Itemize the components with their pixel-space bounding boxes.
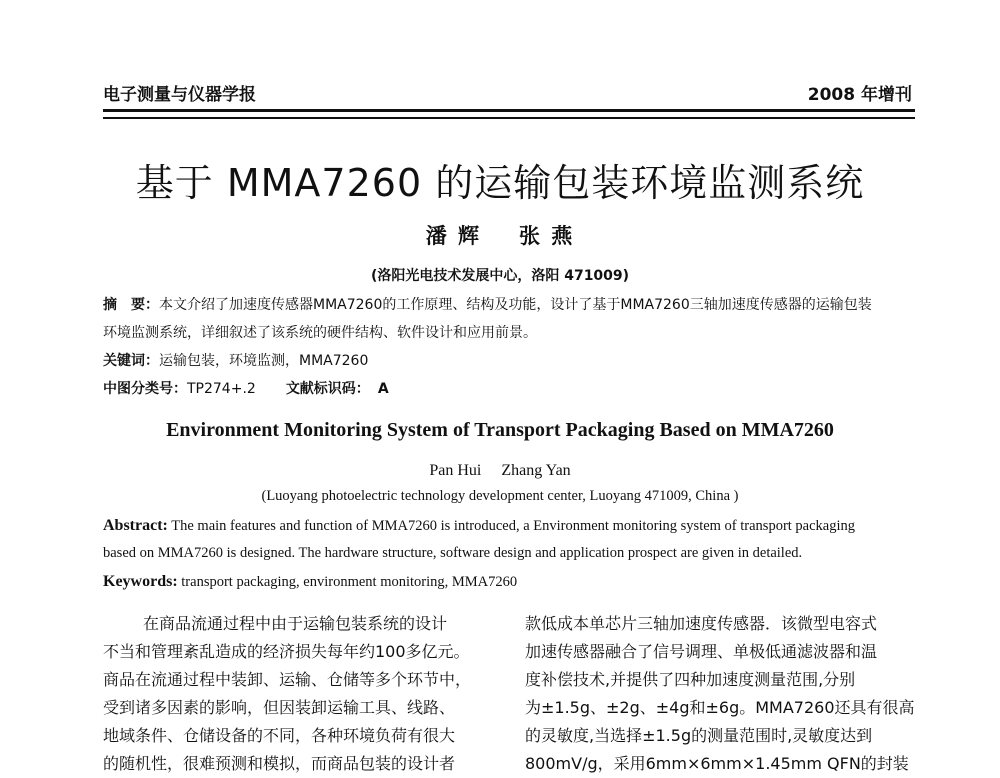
body-right-line: 加速传感器融合了信号调理、单极低通滤波器和温 bbox=[525, 642, 878, 661]
keywords-en-text: transport packaging, environment monitoring, MMA7260 bbox=[181, 574, 518, 590]
keywords-cn-label: 关键词： bbox=[103, 353, 159, 369]
body-column-left bbox=[103, 610, 497, 778]
clc-label: 中图分类号： bbox=[103, 381, 187, 397]
body-left-line: 受到诸多因素的影响，但因装卸运输工具、线路、 bbox=[103, 698, 456, 717]
body-right-line: 款低成本单芯片三轴加速度传感器．该微型电容式 bbox=[525, 614, 878, 633]
doc-code-value: A bbox=[377, 381, 389, 397]
keywords-cn bbox=[103, 350, 368, 370]
body-column-right bbox=[525, 610, 917, 778]
body-left-line: 的随机性，很难预测和模拟，而商品包装的设计者 bbox=[103, 754, 456, 773]
author-cn-2: 张 燕 bbox=[519, 223, 575, 248]
abstract-cn-text-1: 本文介绍了加速度传感器MMA7260的工作原理、结构及功能，设计了基于MMA7260三轴加速度传感器的运输包装 bbox=[159, 297, 872, 313]
authors-english bbox=[0, 462, 1000, 480]
body-left-line: 地域条件、仓储设备的不同，各种环境负荷有很大 bbox=[103, 726, 456, 745]
author-cn-1: 潘 辉 bbox=[425, 223, 481, 248]
body-left-line: 商品在流通过程中装卸、运输、仓储等多个环节中， bbox=[103, 670, 472, 689]
header-rule-thick bbox=[103, 109, 915, 112]
abstract-en-text-1: The main features and function of MMA7260 is introduced, a Environment monitoring system of transport packaging bbox=[171, 518, 856, 534]
body-right-line: 为±1.5g、±2g、±4g和±6g。MMA7260还具有很高 bbox=[525, 698, 915, 717]
affiliation-chinese: (洛阳光电技术发展中心，洛阳 471009) bbox=[370, 268, 630, 284]
abstract-cn-text-2: 环境监测系统，详细叙述了该系统的硬件结构、软件设计和应用前景。 bbox=[103, 325, 537, 341]
body-left-line: 不当和管理紊乱造成的经济损失每年约100多亿元。 bbox=[103, 642, 470, 661]
abstract-en-line-1 bbox=[103, 517, 855, 535]
keywords-cn-text: 运输包装，环境监测，MMA7260 bbox=[159, 353, 369, 369]
affiliation-english: (Luoyang photoelectric technology development center, Luoyang 471009, China ) bbox=[261, 488, 739, 504]
header-rule-thin bbox=[103, 117, 915, 119]
classification-line bbox=[103, 378, 389, 398]
body-right-line: 的灵敏度,当选择±1.5g的测量范围时,灵敏度达到 bbox=[525, 726, 873, 745]
author-en-2: Zhang Yan bbox=[501, 462, 571, 479]
body-right-line: 800mV/g，采用6mm×6mm×1.45mm QFN的封装 bbox=[525, 754, 909, 773]
abstract-en-label: Abstract: bbox=[103, 517, 168, 534]
keywords-en-label: Keywords: bbox=[103, 573, 178, 590]
doc-code-label: 文献标识码： bbox=[285, 381, 370, 397]
keywords-en bbox=[103, 573, 517, 591]
abstract-cn-line-1 bbox=[103, 294, 872, 314]
authors-chinese bbox=[0, 220, 1000, 250]
body-left-line: 在商品流通过程中由于运输包装系统的设计 bbox=[143, 614, 448, 633]
issue-label: 2008 年增刊 bbox=[807, 85, 912, 105]
title-chinese: 基于 MMA7260 的运输包装环境监测系统 bbox=[135, 161, 865, 205]
author-en-1: Pan Hui bbox=[429, 462, 482, 479]
body-right-line: 度补偿技术,并提供了四种加速度测量范围,分别 bbox=[525, 670, 856, 689]
title-english: Environment Monitoring System of Transport Packaging Based on MMA7260 bbox=[166, 419, 834, 441]
abstract-cn-label: 摘 要： bbox=[103, 297, 159, 313]
abstract-en-text-2: based on MMA7260 is designed. The hardware structure, software design and application prospect are given in detailed. bbox=[103, 545, 803, 561]
journal-name: 电子测量与仪器学报 bbox=[103, 85, 256, 105]
clc-value: TP274+.2 bbox=[187, 381, 256, 397]
